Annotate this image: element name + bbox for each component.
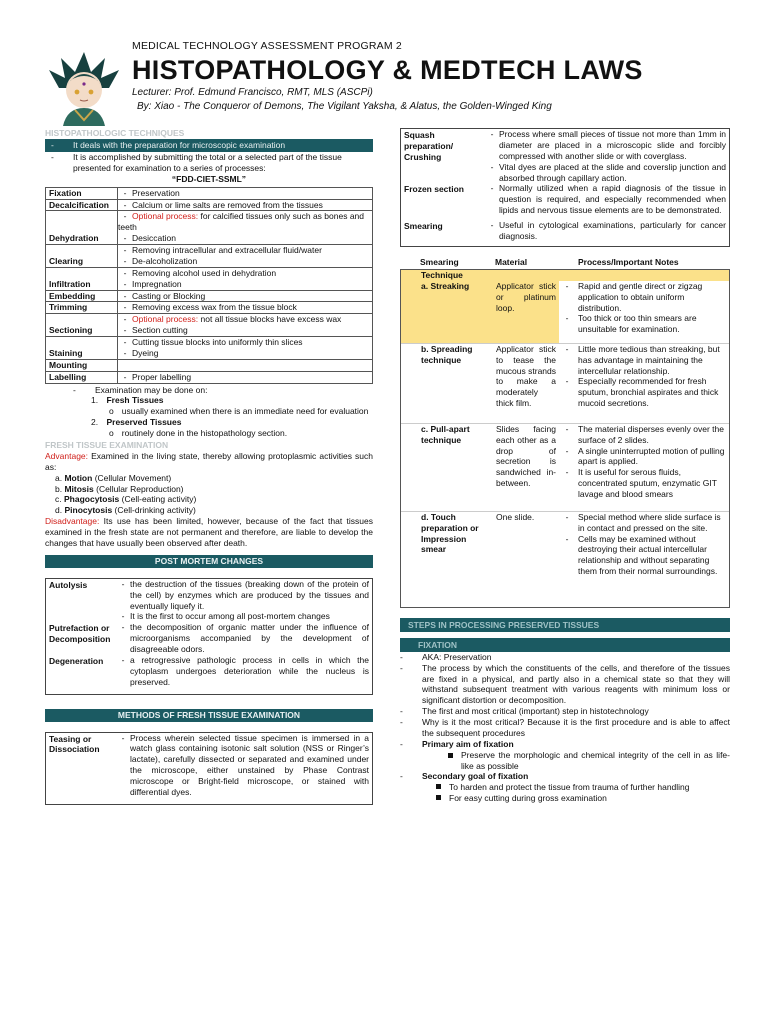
processing-step-name: Infiltration [46, 267, 118, 290]
fix-point-text: The process by which the constituents of the cells, and therefore of the tissues are fixed in a physical, and partly also in a chemical state so that they will withstand subsequent treatment with various reagents with minimum loss or significant distortion or decomposition. [422, 662, 730, 706]
dash-marker: - [565, 343, 569, 354]
circle-bullet-icon: o [109, 428, 114, 438]
activity-letter: c. [55, 494, 62, 505]
step-desc-text: Dyeing [132, 347, 159, 358]
technique-label: Technique [401, 270, 729, 281]
smear-note-text: Especially recommended for fresh sputum, bronchial aspirates and thick mucoid secretions. [578, 376, 719, 409]
activity-term: Phagocytosis [64, 494, 120, 505]
processing-step-row [46, 359, 373, 371]
fix-point: - The first and most critical (important) step in histotechnology [400, 706, 730, 717]
method-desc: Normally utilized when a rapid diagnosis of the tissue in question is required, and especially recommended when lipids and nervous tissue elements are to be demonstrated. [499, 183, 726, 216]
step-desc-text: not all tissue blocks have excess wax [198, 314, 342, 325]
processing-step-name: Decalcification [46, 199, 118, 211]
smear-col-technique: Smearing [420, 256, 459, 267]
processing-step-row [46, 302, 373, 314]
page-title: HISTOPATHOLOGY & MEDTECH LAWS [132, 55, 643, 85]
step-desc-text: Section cutting [132, 325, 188, 336]
optional-process-label: Optional process: [132, 211, 199, 222]
dash-marker: - [565, 445, 569, 456]
section-heading-histopathologic-techniques: HISTOPATHOLOGIC TECHNIQUES [45, 128, 185, 138]
dash-marker: - [565, 467, 569, 478]
method-desc: Useful in cytological examinations, particularly for cancer diagnosis. [499, 220, 726, 241]
smear-note [562, 344, 726, 377]
activity-letter: d. [55, 505, 63, 516]
processing-step-desc [118, 290, 373, 302]
dash-marker: - [123, 314, 127, 325]
exam-item-1-sub-text: usually examined when there is an immediate need for evaluation [121, 406, 369, 417]
left-column [45, 128, 373, 805]
postmortem-heading: POST MORTEM CHANGES [45, 555, 373, 568]
processing-step-row [46, 371, 373, 383]
dash-marker: - [123, 199, 127, 210]
dash-marker: - [565, 280, 569, 291]
fix-point-text: Why is it the most critical? Because it is the first procedure and is able to affect the subsequent procedures [422, 717, 730, 738]
postmortem-desc: a retrogressive pathologic process in cells in which the cytoplasm undergoes deterioration while the nucleus is preserved. [130, 654, 369, 687]
smear-technique-name: b. Spreading technique [421, 343, 473, 365]
disadvantage-text: Its use has been limited, however, because of the fact that tissues examined in the fresh state are not permanent and therefore, are liable to develop the changes that have usually been observed after death. [45, 516, 373, 548]
method-desc: Vital dyes are placed at the slide and coverslip junction and absorbed through capillary action. [499, 161, 726, 183]
fix-point: - AKA: Preservation [400, 652, 730, 663]
smear-notes [559, 424, 729, 511]
smear-note-text: Cells may be examined without destroying their actual intercellular relationship and without separating them from their normal surroundings. [578, 533, 718, 577]
fix-point: - Why is it the most critical? Because it is the first procedure and is able to affect the subsequent procedures [400, 717, 730, 738]
exam-intro: Examination may be done on: [95, 384, 208, 395]
smear-note-text: A single uninterrupted motion of pulling apart is applied. [578, 445, 725, 467]
dash-marker: - [123, 245, 127, 255]
processing-steps-table [45, 187, 373, 384]
dash-marker: - [123, 233, 127, 244]
exam-item-1-sub [73, 406, 373, 417]
method-term: Frozen section [404, 184, 464, 195]
dash-marker: - [123, 325, 127, 336]
activity-term: Motion [64, 472, 93, 483]
processing-step-desc [118, 199, 373, 211]
document-header [45, 38, 745, 130]
advantage-paragraph [45, 451, 373, 473]
dash-marker: - [565, 313, 569, 324]
fix-aim-primary: - Primary aim of fixation [400, 739, 730, 750]
steps-heading: STEPS IN PROCESSING PRESERVED TISSUES [400, 618, 730, 632]
step-desc-line [118, 200, 369, 211]
processing-step-row [46, 245, 373, 268]
smear-note [562, 512, 726, 534]
exam-list [45, 395, 373, 439]
postmortem-term: Putrefaction or Decomposition [49, 623, 111, 645]
dash-marker [118, 360, 132, 371]
fix-aim-item [400, 782, 730, 793]
processing-step-name: Fixation [46, 187, 118, 199]
method-term: Smearing [404, 221, 443, 231]
character-avatar [45, 48, 123, 126]
processing-step-desc [118, 337, 373, 360]
exam-item-1-num: 1. [91, 395, 99, 406]
circle-bullet-icon: o [109, 406, 114, 417]
activity-desc: (Cell-eating activity) [119, 494, 197, 505]
methods-heading: METHODS OF FRESH TISSUE EXAMINATION [45, 709, 373, 722]
smear-row [401, 423, 729, 511]
step-desc-text: De-alcoholization [132, 255, 198, 266]
postmortem-row-putrefaction: Putrefaction or Decomposition - the decomposition of organic matter under the influence of microorganisms accompanied by the development of disagreeable odors. [46, 622, 372, 655]
step-desc-text: Impregnation [132, 278, 182, 289]
smear-table [400, 269, 730, 608]
fixation-heading: FIXATION [400, 638, 730, 652]
method-term: Teasing or Dissociation [49, 733, 100, 755]
activity-desc: (Cell-drinking activity) [112, 505, 196, 516]
disadvantage-paragraph [45, 516, 373, 549]
intro-line-2-row: - It is accomplished by submitting the total or a selected part of the tissue presented for examination to a series of processes: [45, 152, 373, 174]
dash-marker: - [123, 267, 127, 278]
processing-step-desc [118, 314, 373, 337]
step-desc-text: Calcium or lime salts are removed from the tissues [132, 199, 323, 210]
step-desc-line [118, 325, 369, 336]
disadvantage-label: Disadvantage: [45, 516, 100, 527]
processing-step-name: Labelling [46, 371, 118, 383]
postmortem-row-autolysis: Autolysis - - the destruction of the tissues (breaking down of the protein of the cell) by enzymes which are produced by the tissues and eventually liquefy it. It is the first to occur among all post-mortem changes [46, 579, 372, 623]
methods-row-teasing: Teasing or Dissociation - Process wherein selected tissue specimen is immersed in a watch glass containing isotonic salt solution (NSS or Ringer’s lactate), carefully dissected or separated and examined under the microscope, either unstained by Phase Contrast microscope or Bright-field microscope, or stained with differential dyes. [46, 733, 372, 798]
step-desc-text: Preservation [132, 187, 180, 198]
dash-marker: - [123, 371, 127, 382]
step-desc-line [118, 268, 369, 279]
smear-note [562, 446, 726, 468]
activity-item [55, 484, 373, 495]
processing-step-desc [118, 245, 373, 268]
activity-item [55, 473, 373, 484]
processing-step-name: Trimming [46, 302, 118, 314]
processing-step-desc [118, 359, 373, 371]
methods-row-squash: Squash preparation/ Crushing - - Process where small pieces of tissue not more than 1mm in diameter are placed in a microscopic slide and forcibly compressed with another slide or with coverglass. Vital dyes are placed at the slide and coverslip junction and absorbed through capillary action. [401, 129, 729, 183]
smear-technique-name: a. Streaking [401, 281, 493, 343]
square-bullet-icon [448, 753, 453, 758]
intro-line-2: It is accomplished by submitting the total or a selected part of the tissue presented for examination to a series of processes: [73, 152, 342, 173]
dash-marker: - [565, 423, 569, 434]
smear-row [401, 511, 729, 607]
dash-marker: - [123, 278, 127, 289]
method-term: Squash preparation/ Crushing [404, 130, 454, 162]
postmortem-desc: It is the first to occur among all post-mortem changes [130, 611, 330, 622]
processing-step-row [46, 267, 373, 290]
dash-marker: - [123, 255, 127, 266]
smear-material: Applicator stick to tease the mucous strands to make a moderately thick film. [496, 343, 556, 409]
activity-letter: a. [55, 472, 63, 483]
step-desc-text: Removing excess wax from the tissue block [132, 302, 297, 313]
step-desc-text: for calcified tissues only such as bones and teeth [118, 211, 364, 233]
activity-term: Pinocytosis [64, 505, 113, 516]
dash-marker: - [565, 511, 569, 522]
processing-step-row [46, 187, 373, 199]
smear-col-notes: Process/Important Notes [578, 256, 679, 267]
smear-material: Slides facing each other as a drop of secretion is sandwiched in-between. [496, 423, 556, 489]
processing-step-desc [118, 302, 373, 314]
step-desc-text: Desiccation [132, 233, 176, 244]
step-desc-line [118, 360, 369, 371]
step-desc-line [118, 233, 369, 244]
step-desc-text: Cutting tissue blocks into uniformly thin slices [132, 337, 303, 347]
fix-point-text: The first and most critical (important) step in histotechnology [422, 706, 649, 717]
square-bullet-icon [436, 784, 441, 789]
optional-process-label: Optional process: [132, 314, 199, 325]
fix-aim-text: To harden and protect the tissue from trauma of further handling [449, 782, 690, 793]
intro-bar: - It deals with the preparation for microscopic examination [45, 139, 373, 152]
smear-table-header [400, 257, 730, 269]
program-name: MEDICAL TECHNOLOGY ASSESSMENT PROGRAM 2 [132, 40, 402, 52]
processing-step-name: Clearing [46, 245, 118, 268]
smear-note-text: It is useful for serous fluids, concentrated sputum, enzymatic GIT lavage and blood smears [578, 467, 717, 499]
section-heading-fresh-tissue: FRESH TISSUE EXAMINATION [45, 439, 169, 450]
processing-step-row [46, 199, 373, 211]
smear-material: One slide. [496, 511, 535, 522]
exam-intro-row: - Examination may be done on: [45, 385, 373, 396]
fix-aim-text: For easy cutting during gross examination [449, 793, 607, 804]
method-desc: Process where small pieces of tissue not more than 1mm in diameter are placed in a microscopic slide and forcibly compressed with another slide or with coverglass. [499, 129, 726, 161]
processing-step-row [46, 211, 373, 245]
square-bullet-icon [436, 795, 441, 800]
dash-marker: - [123, 187, 127, 198]
dash-marker: - [123, 211, 127, 222]
fix-aim-item [400, 793, 730, 804]
fix-point: - The process by which the constituents of the cells, and therefore of the tissues are fixed in a physical, and partly also in a chemical state so that they will withstand subsequent treatment with various reagents with minimum loss or significant distortion or decomposition. [400, 662, 730, 706]
methods-table [45, 732, 373, 805]
postmortem-desc: the decomposition of organic matter under the influence of microorganisms accompanied by the development of disagreeable odors. [130, 622, 369, 654]
intro-line-1: It deals with the preparation for microscopic examination [73, 140, 286, 150]
smear-material: Applicator stick or platinum loop. [493, 281, 559, 343]
step-desc-line [118, 245, 369, 256]
exam-item-1-label: Fresh Tissues [106, 395, 164, 406]
fix-aim-label: Primary aim of fixation [422, 738, 514, 749]
exam-item-2-label: Preserved Tissues [106, 417, 182, 428]
smear-row [401, 343, 729, 423]
postmortem-table [45, 578, 373, 695]
activity-desc: (Cellular Reproduction) [93, 483, 184, 494]
smear-note [562, 424, 726, 446]
methods-table-continued [400, 128, 730, 247]
method-desc: Process wherein selected tissue specimen is immersed in a watch glass containing isotonic salt solution (NSS or Ringer’s lactate), carefully dissected or separated and examined under the microscope, either unstained by Phase Contrast microscope or Bright-field microscope, or stained with differential dyes. [130, 732, 369, 797]
processing-step-desc [118, 267, 373, 290]
processing-step-desc [118, 211, 373, 245]
processing-step-name: Dehydration [46, 211, 118, 245]
step-desc-line [118, 314, 369, 325]
dash-marker: - [123, 347, 127, 358]
fix-aim-item [400, 750, 730, 772]
smear-note-text: Rapid and gentle direct or zigzag application to obtain uniform distribution. [578, 280, 703, 313]
smear-note-text: The material disperses evenly over the surface of 2 slides. [578, 423, 724, 445]
fix-aim-text: Preserve the morphologic and chemical integrity of the cell in as life-like as possible [461, 749, 730, 771]
smear-technique-name: d. Touch preparation or Impression smear [421, 511, 479, 555]
activity-term: Mitosis [64, 483, 94, 494]
smear-note-text: Little more tedious than streaking, but has advantage in maintaining the intercellular relationship. [578, 343, 720, 376]
lecturer-line: Lecturer: Prof. Edmund Francisco, RMT, MLS (ASCPi) [132, 87, 373, 98]
processing-step-name: Mounting [46, 359, 118, 371]
methods-row-smearing: Smearing - Useful in cytological examinations, particularly for cancer diagnosis. [401, 220, 729, 242]
processing-step-name: Staining [46, 337, 118, 360]
smear-note-text: Too thick or too thin smears are unsuitable for examination. [578, 313, 697, 335]
activity-item [55, 505, 373, 516]
smear-col-material: Material [495, 256, 528, 267]
postmortem-desc: the destruction of the tissues (breaking down of the protein of the cell) by enzymes which are produced by the tissues and eventually liquefy it. [130, 578, 369, 611]
processing-step-name: Embedding [46, 290, 118, 302]
step-desc-line [118, 337, 369, 348]
dash-marker: - [123, 337, 127, 347]
dash-marker: - [123, 290, 127, 301]
step-desc-text: Proper labelling [132, 371, 192, 382]
step-desc-line [118, 291, 369, 302]
author-line: By: Xiao - The Conqueror of Demons, The Vigilant Yaksha, & Alatus, the Golden-Winged King [137, 101, 552, 112]
mnemonic: “FDD-CIET-SSML” [171, 173, 247, 184]
advantage-label: Advantage: [45, 450, 89, 461]
fix-aim-secondary: - Secondary goal of fixation [400, 771, 730, 782]
activity-list [45, 473, 373, 517]
dash-marker: - [565, 376, 569, 387]
processing-step-row [46, 290, 373, 302]
smear-note [562, 281, 726, 314]
exam-item-2-sub-text: routinely done in the histopathology section. [121, 428, 288, 438]
dash-marker: - [123, 302, 127, 313]
smear-note [562, 313, 726, 335]
fix-aim-label: Secondary goal of fixation [422, 771, 529, 782]
smear-note [562, 376, 726, 409]
step-desc-line [118, 302, 369, 313]
step-desc-line [118, 279, 369, 290]
step-desc-text: Removing alcohol used in dehydration [132, 267, 277, 278]
processing-step-desc [118, 187, 373, 199]
fixation-points [400, 652, 730, 804]
smear-note [562, 467, 726, 500]
processing-step-desc [118, 371, 373, 383]
step-desc-line [118, 256, 369, 267]
step-desc-line [118, 211, 369, 233]
postmortem-term: Autolysis [49, 579, 88, 590]
activity-desc: (Cellular Movement) [92, 472, 172, 483]
activity-letter: b. [55, 483, 63, 494]
step-desc-line [118, 348, 369, 359]
methods-row-frozen: Frozen section - Normally utilized when a rapid diagnosis of the tissue in question is required, and especially recommended when lipids and nervous tissue elements are to be demonstrated. [401, 183, 729, 216]
smear-technique-name: c. Pull-apart technique [421, 423, 470, 445]
exam-item-2-sub [73, 428, 373, 439]
exam-item-2-num: 2. [91, 417, 99, 428]
step-desc-line [118, 188, 369, 199]
dash-marker: - [565, 533, 569, 544]
postmortem-term: Degeneration [49, 655, 104, 666]
smear-note [562, 534, 726, 578]
smear-row [401, 281, 729, 343]
smear-note-text: Special method where slide surface is in contact and pressed on the site. [578, 511, 721, 533]
postmortem-row-degeneration: Degeneration - a retrogressive pathologic process in cells in which the cytoplasm undergoes deterioration while the nucleus is preserved. [46, 655, 372, 694]
step-desc-text: Removing intracellular and extracellular fluid/water [132, 245, 322, 255]
smear-notes [559, 512, 729, 607]
processing-step-name: Sectioning [46, 314, 118, 337]
exam-item-2 [73, 417, 373, 428]
processing-step-row [46, 314, 373, 337]
fix-point-text: AKA: Preservation [422, 651, 492, 662]
activity-item [55, 494, 373, 505]
right-column [400, 128, 730, 804]
step-desc-line [118, 372, 369, 383]
advantage-text: Examined in the living state, thereby allowing protoplasmic activities such as: [45, 450, 373, 472]
step-desc-text: Casting or Blocking [132, 290, 206, 301]
exam-item-1 [73, 395, 373, 406]
processing-step-row [46, 337, 373, 360]
smear-notes [559, 281, 729, 343]
smear-notes [559, 344, 729, 423]
